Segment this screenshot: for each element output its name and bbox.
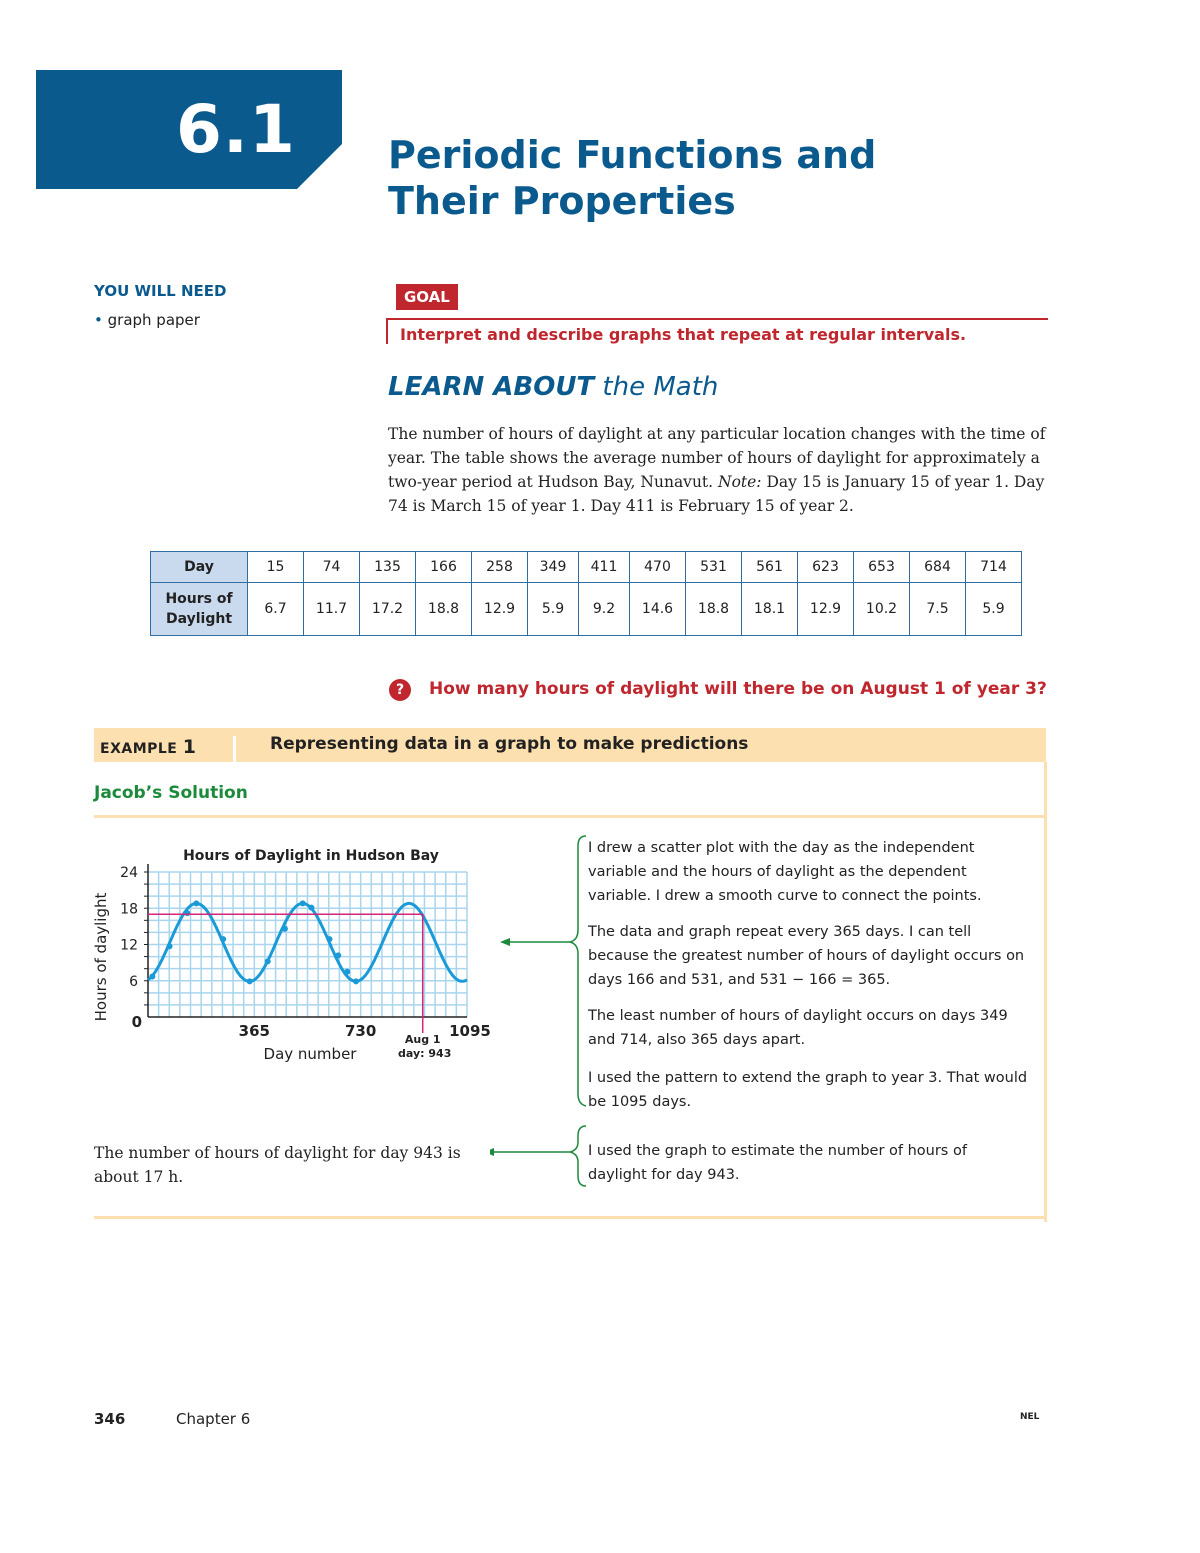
table-cell-hours: 5.9	[966, 583, 1022, 636]
conclusion-text: The number of hours of daylight for day 943 is about 17 h.	[94, 1144, 461, 1186]
you-will-need-item	[94, 311, 200, 329]
table-cell-day: 15	[248, 552, 304, 583]
table-cell-day: 74	[304, 552, 360, 583]
table-cell-hours: 14.6	[630, 583, 686, 636]
table-cell-day: 684	[910, 552, 966, 583]
table-cell-day: 258	[472, 552, 528, 583]
arrow-head-icon	[500, 938, 510, 946]
note-2: The data and graph repeat every 365 days. I can tell because the greatest number of hours of daylight occurs on days 166 and 531, and 531 − 166 = 365.	[588, 924, 1025, 988]
section-number: 6.1	[176, 91, 296, 168]
note-3: The least number of hours of daylight occurs on days 349 and 714, also 365 days apart.	[588, 1008, 1008, 1048]
data-point	[353, 978, 359, 984]
data-point	[308, 905, 314, 911]
note-5: I used the graph to estimate the number of hours of daylight for day 943.	[588, 1143, 967, 1183]
x-tick-label: 0	[131, 1013, 142, 1031]
table-cell-hours: 10.2	[854, 583, 910, 636]
title-line-1: Periodic Functions and	[388, 133, 877, 177]
table-header-day: Day	[151, 552, 248, 583]
data-point	[326, 936, 332, 942]
y-tick-label: 18	[120, 901, 138, 918]
data-point	[282, 926, 288, 932]
table-cell-hours: 5.9	[528, 583, 579, 636]
table-header-hours: Hours of Daylight	[151, 583, 248, 636]
intro-note-label: Note:	[718, 473, 762, 491]
you-will-need-item-label: graph paper	[107, 311, 200, 329]
table-cell-hours: 6.7	[248, 583, 304, 636]
goal-text: Interpret and describe graphs that repeat at regular intervals.	[400, 325, 967, 344]
question-icon: ?	[389, 679, 411, 701]
note-1: I drew a scatter plot with the day as the independent variable and the hours of daylight as the dependent variable. I drew a smooth curve to connect the points.	[588, 840, 982, 904]
chart-x-label: Day number	[263, 1045, 357, 1063]
table-cell-hours: 11.7	[304, 583, 360, 636]
you-will-need-heading: YOU WILL NEED	[94, 282, 227, 300]
table-cell-hours: 18.1	[742, 583, 798, 636]
solution-top-rule	[94, 815, 1046, 818]
goal-tag: GOAL	[396, 284, 458, 310]
data-point	[184, 910, 190, 916]
example-label	[100, 736, 196, 758]
data-point	[335, 952, 341, 958]
table-cell-hours: 17.2	[360, 583, 416, 636]
bullet-icon: •	[94, 311, 108, 329]
example-label-text: EXAMPLE	[100, 741, 178, 757]
table-cell-hours: 9.2	[579, 583, 630, 636]
data-point	[193, 900, 199, 906]
daylight-table	[150, 551, 1022, 636]
page-title	[388, 132, 876, 224]
data-point	[344, 969, 350, 975]
y-tick-label: 6	[129, 973, 138, 990]
table-cell-day: 561	[742, 552, 798, 583]
y-tick-label: 12	[120, 937, 138, 954]
page-number: 346	[94, 1410, 126, 1428]
table-cell-day: 411	[579, 552, 630, 583]
table-cell-hours: 12.9	[472, 583, 528, 636]
chart-title: Hours of Daylight in Hudson Bay	[183, 848, 439, 864]
data-point	[167, 943, 173, 949]
example-title: Representing data in a graph to make predictions	[270, 734, 749, 754]
learn-heading	[388, 372, 718, 402]
chart-y-label: Hours of daylight	[92, 892, 110, 1022]
goal-rule	[386, 318, 1048, 320]
data-point	[220, 936, 226, 942]
data-point	[300, 900, 306, 906]
intro-part-1: The number of hours of daylight at any particular location changes with the time of year. The table shows the average number of hours of daylight for approximately a two-year period at Hudson Bay, Nunavut.	[388, 425, 1046, 491]
table-cell-day: 623	[798, 552, 854, 583]
question-text: How many hours of daylight will there be on August 1 of year 3?	[429, 679, 1047, 699]
example-right-border	[1044, 762, 1047, 1222]
x-tick-label: 1095	[449, 1022, 491, 1040]
publisher-label: NEL	[1020, 1412, 1040, 1422]
table-cell-hours: 18.8	[416, 583, 472, 636]
table-cell-hours: 7.5	[910, 583, 966, 636]
x-tick-label: 730	[345, 1022, 377, 1040]
chart-annotation-line-2: day: 943	[398, 1047, 452, 1060]
table-cell-day: 531	[686, 552, 742, 583]
intro-part-2: Day 15 is January 15 of year 1. Day 74 is March 15 of year 1. Day 411 is February 15 of year 2.	[388, 473, 1045, 515]
data-point	[265, 958, 271, 964]
note-4: I used the pattern to extend the graph to year 3. That would be 1095 days.	[588, 1070, 1028, 1110]
table-cell-day: 166	[416, 552, 472, 583]
table-cell-hours: 18.8	[686, 583, 742, 636]
learn-heading-bold: LEARN ABOUT	[388, 372, 595, 402]
chapter-label: Chapter 6	[176, 1410, 251, 1428]
chart-axes	[144, 864, 467, 1017]
intro-paragraph	[388, 422, 1052, 518]
table-cell-day: 470	[630, 552, 686, 583]
table-cell-day: 653	[854, 552, 910, 583]
connector-arrows	[490, 832, 590, 1192]
chart-grid	[148, 872, 467, 1017]
example-separator	[233, 736, 236, 762]
data-point	[247, 978, 253, 984]
chart-annotation-line-1: Aug 1	[404, 1033, 441, 1046]
goal-rule-vertical	[386, 318, 388, 344]
daylight-chart	[84, 834, 494, 1064]
table-cell-day: 135	[360, 552, 416, 583]
table-row-days	[151, 552, 1022, 583]
learn-heading-rest: the Math	[594, 372, 719, 402]
table-cell-day: 714	[966, 552, 1022, 583]
notes-bracket	[570, 836, 586, 1106]
data-point	[149, 974, 155, 980]
conclusion-bracket	[570, 1126, 586, 1186]
example-number: 1	[182, 736, 197, 758]
solution-name: Jacob’s Solution	[94, 783, 248, 803]
x-tick-label: 365	[238, 1022, 270, 1040]
y-tick-label: 24	[120, 865, 138, 881]
table-cell-hours: 12.9	[798, 583, 854, 636]
table-cell-day: 349	[528, 552, 579, 583]
table-row-hours	[151, 583, 1022, 636]
solution-bottom-rule	[94, 1216, 1046, 1219]
title-line-2: Their Properties	[388, 179, 736, 223]
